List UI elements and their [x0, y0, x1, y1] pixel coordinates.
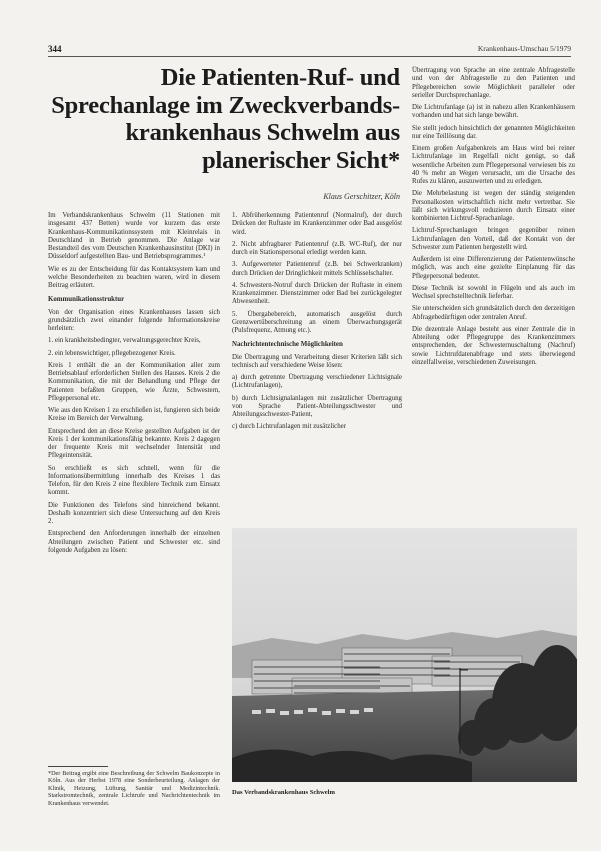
paragraph: Einem großen Aufgabenkreis am Haus wird bei reiner Lichtrufanlage im Regelfall nicht genügt, so daß wesentliche Arbeiten zum Pflegepersonal verwiesen bis zu 40 % mehr an Wegen verursacht, um die Ursache des Rufes zu klären, auszuwerten und zu erledigen. [412, 145, 575, 185]
list-item: 1. Abfrüherkennung Patientenruf (Normalruf), der durch Drücken der Ruftaste im Krankenzimmer oder Bad ausgelöst wird. [232, 212, 402, 236]
list-item: c) durch Lichtrufanlagen mit zusätzlicher [232, 423, 347, 431]
paragraph: Kreis 1 enthält die an der Kommunikation aller zum Betriebsablauf erforderlichen Stellen des Hauses. Kreis 2 die Kommunikation, die mit der Behandlung und Pflege der Patienten befaßten Gruppen, wie Ärzte, Schwestern, Pflegepersonal etc. [48, 361, 220, 402]
paragraph: Sie stellt jedoch hinsichtlich der genannten Möglichkeiten nur eine Teillösung dar. [412, 124, 575, 140]
list-item: 4. Schwestern-Notruf durch Drücken der Ruftaste in einem Krankenzimmer. Dienstzimmer oder Bad bei zurückgelegter Abwesenheit. [232, 281, 402, 306]
article-title: Die Patienten-Ruf- und Sprechanlage im Zweckverbands-krankenhaus Schwelm aus planerischer Sicht* [51, 64, 400, 174]
paragraph: Im Verbandskrankenhaus Schwelm (11 Stationen mit insgesamt 437 Betten) wurde vor kurzem das erste Krankenhaus-Kommunikationssystem mit Kleinrelais in Deutschland in Betrieb genommen. Die Anlage war Bestandteil des vom Deutschen Krankenhausinstitut (DKI) in Düsseldorf aufgestellten Bau- und Betriebsprogrammes.¹ [48, 212, 220, 261]
paragraph: Die Lichtrufanlage (a) ist in nahezu allen Krankenhäusern vorhanden und hat sich lange bewährt. [412, 104, 575, 120]
section-heading: Nachrichtentechnische Möglichkeiten [232, 341, 343, 349]
page-number: 344 [48, 44, 62, 54]
paragraph: 1. ein krankheitsbedingter, verwaltungsgerechter Kreis, [48, 337, 201, 345]
list-item: b) durch Lichtsignalanlagen mit zusätzlicher Übertragung von Sprache Patient-Abteilungsschwester und Abteilungsschwester-Patient, [232, 394, 402, 418]
running-head [48, 44, 571, 57]
figure-caption: Das Verbandskrankenhaus Schwelm [232, 789, 335, 796]
paragraph: 2. ein lebenswichtiger, pflegebezogener Kreis. [48, 349, 176, 357]
list-item: a) durch getrennte Übertragung verschiedener Lichtsignale (Lichtrufanlagen), [232, 374, 402, 390]
title-block [48, 64, 400, 201]
journal-name: Krankenhaus-Umschau 5/1979 [477, 44, 571, 53]
paragraph: Lichtruf-Sprechanlagen bringen gegenüber reinen Lichtrufanlagen den Vorteil, daß der Kontakt von der Schwester zum Patienten hergestellt wird. [412, 227, 575, 251]
hospital-photo [232, 528, 577, 782]
article-author: Klaus Gerschitzer, Köln [323, 192, 400, 201]
paragraph: Die Übertragung und Verarbeitung dieser Kriterien läßt sich technisch auf verschiedene Weise lösen: [232, 353, 402, 369]
paragraph: Sie unterscheiden sich grundsätzlich durch den derzeitigen Abfragebedürftigen oder zentralen Anruf. [412, 305, 575, 321]
paragraph: Wie aus den Kreisen 1 zu erschließen ist, fungieren sich beide Kreise im Bereich der Verwaltung. [48, 407, 220, 423]
column-right [412, 67, 575, 371]
list-item: 2. Nicht abfragbarer Patientenruf (z.B. WC-Ruf), der nur durch ein Stationspersonal erledigt werden kann. [232, 240, 402, 256]
section-heading: Kommunikationsstruktur [48, 296, 125, 304]
paragraph: Entsprechend den an diese Kreise gestellten Aufgaben ist der Kreis 1 der kommunikationsfähig bekannte. Kreis 2 dagegen der frequente Kreis mit wechselnder Intensität und Pflegeintensität. [48, 427, 220, 460]
list-item: 5. Übergabebereich, automatisch ausgelöst durch Grenzwertüberschreitung an einem Überwachungsgerät (Pulsfrequenz, Atmung etc.). [232, 310, 402, 334]
paragraph: Die Mehrbelastung ist wegen der ständig steigenden Personalkosten wirtschaftlich nicht mehr vertretbar. Sie läßt sich wirkungsvoll reduzieren durch Einsatz einer kombinierten Lichtruf-Sprachanlage. [412, 190, 575, 222]
list-item: 3. Aufgewerteter Patientenruf (z.B. bei Schwerkranken) durch Drücken der Dringlichkeit mittels Schlüsselschalter. [232, 261, 402, 277]
paragraph: Von der Organisation eines Krankenhauses lassen sich grundsätzlich zwei einander folgende Informationskreise herleiten: [48, 308, 220, 332]
paragraph: Diese Technik ist sowohl in Flügeln und als auch im Wechsel sprechstelltechnik lieferbar. [412, 284, 575, 300]
hospital-photo-image [232, 528, 577, 782]
paragraph: Übertragung von Sprache an eine zentrale Abfragestelle und von der Abfragestelle zu den Patienten und Pflegebereichen sowie Möglichkeit paralleler oder serieller Durchsprechanlage. [412, 67, 575, 99]
paragraph: So erschließt es sich schnell, wenn für die Informationsübermittlung innerhalb des Kreises 1 das Telefon, für den Kreis 2 eine flexiblere Technik zum Einsatz kommt. [48, 464, 220, 497]
paragraph: Entsprechend den Anforderungen innerhalb der einzelnen Abteilungen zwischen Patient und Schwester etc. sind folgende Aufgaben zu lösen: [48, 530, 220, 554]
paragraph: Die dezentrale Anlage besteht aus einer Zentrale die in Abteilung oder Pflegegruppe des Krankenzimmers entsprechenden, der Schwesternuschaltung (Nachruf) sowie Lichtrufdatenabfrage und stets überwiegend einzelfallweise, verschiedenen Zuweisungen. [412, 325, 575, 366]
footnote-rule [48, 766, 108, 767]
paragraph: Wie es zu der Entscheidung für das Kontaktsystem kam und welche Besonderheiten zu beachten waren, wird in diesem Beitrag erläutert. [48, 265, 220, 289]
paragraph: Außerdem ist eine Differenzierung der Patientenwünsche möglich, was auch eine gezielte Einplanung für das Pflegepersonal bedeutet. [412, 256, 575, 280]
column-left [48, 212, 220, 559]
footnote: *Der Beitrag ergibt eine Beschreibung der Schwelm Baukonzepte in Köln. Aus der Herbst 1978 eine Sonderbeurteilung. Anlagen der Klinik, Heizung, Lüftung, Sanitär und Medizintechnik. Starkstromtechnik, zentrale Lichtrufe und Nachrichtentechnik im Krankenhaus verwendet. [48, 770, 220, 807]
column-middle [232, 212, 402, 436]
paragraph: Die Funktionen des Telefons sind hinreichend bekannt. Deshalb konzentriert sich diese Untersuchung auf den Kreis 2. [48, 501, 220, 525]
